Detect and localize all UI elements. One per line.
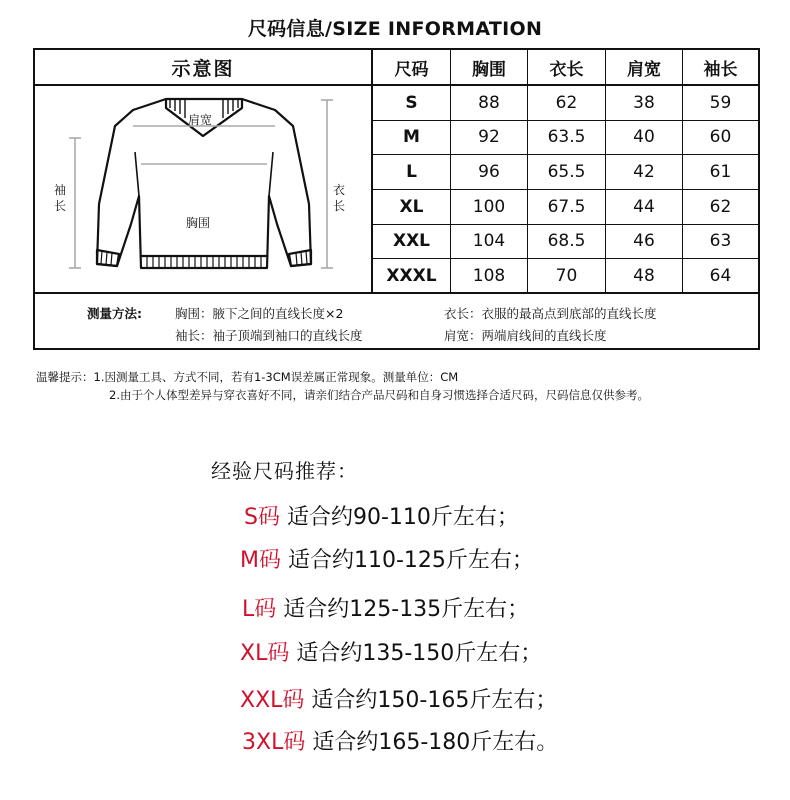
tips-line-2: 2.由于个人体型差异与穿衣喜好不同，请亲们结合产品尺码和自身习惯选择合适尺码，尺码信息仅供参考。 — [109, 388, 649, 402]
table-cell: 65.5 — [528, 155, 606, 190]
method-sleeve: 袖长：袖子顶端到袖口的直线长度 — [175, 328, 363, 343]
recommend-text: 适合约135-150斤左右； — [289, 641, 543, 666]
tips — [36, 368, 649, 404]
table-cell: 40 — [606, 121, 683, 156]
recommend-size: XXL码 — [240, 688, 305, 713]
recommend-size: XL码 — [240, 641, 290, 666]
method-length: 衣长：衣服的最高点到底部的直线长度 — [444, 306, 657, 321]
recommend-item — [240, 683, 557, 714]
chest-label: 胸围 — [186, 216, 211, 230]
table-cell: 88 — [451, 86, 528, 121]
recommend-size: L码 — [242, 597, 277, 622]
sweater-diagram — [35, 86, 373, 294]
recommend-size: S码 — [244, 505, 280, 530]
table-cell: 96 — [451, 155, 528, 190]
table-cell: 70 — [528, 259, 606, 294]
method-label: 测量方法: — [87, 306, 142, 321]
measurement-method — [35, 294, 758, 348]
recommend-size: 3XL码 — [242, 730, 306, 755]
header-length: 衣长 — [528, 50, 606, 86]
table-cell: 62 — [683, 190, 758, 225]
recommend-size: M码 — [240, 548, 281, 573]
recommend-item — [244, 500, 519, 531]
recommend-item — [242, 725, 558, 756]
table-cell: XXL — [373, 225, 451, 260]
table-cell: L — [373, 155, 451, 190]
table-cell: 60 — [683, 121, 758, 156]
recommend-text: 适合约150-165斤左右； — [304, 688, 558, 713]
recommend-text: 适合约165-180斤左右。 — [305, 730, 559, 755]
recommend-title: 经验尺码推荐： — [211, 459, 358, 483]
tips-line-1: 温馨提示：1.因测量工具、方式不同，若有1-3CM误差属正常现象。测量单位：CM — [36, 370, 459, 384]
table-cell: 100 — [451, 190, 528, 225]
length-label: 衣 长 — [332, 183, 345, 213]
page-title: 尺码信息/SIZE INFORMATION — [247, 18, 543, 40]
table-cell: 67.5 — [528, 190, 606, 225]
table-cell: 44 — [606, 190, 683, 225]
size-grid — [373, 50, 758, 294]
sleeve-label: 袖 长 — [53, 183, 66, 213]
table-cell: 68.5 — [528, 225, 606, 260]
recommend-item — [242, 592, 529, 623]
recommend-item — [240, 636, 542, 667]
recommend-item — [240, 543, 534, 574]
diagram-header: 示意图 — [35, 50, 373, 86]
header-size: 尺码 — [373, 50, 451, 86]
table-cell: 63.5 — [528, 121, 606, 156]
table-cell: 92 — [451, 121, 528, 156]
table-cell: XL — [373, 190, 451, 225]
table-cell: 63 — [683, 225, 758, 260]
shoulder-label: 肩宽 — [188, 113, 213, 127]
table-cell: 59 — [683, 86, 758, 121]
table-cell: 108 — [451, 259, 528, 294]
table-cell: 42 — [606, 155, 683, 190]
method-chest: 胸围：腋下之间的直线长度×2 — [175, 306, 344, 321]
table-cell: 62 — [528, 86, 606, 121]
recommend-text: 适合约90-110斤左右； — [279, 505, 519, 530]
table-cell: 38 — [606, 86, 683, 121]
table-cell: M — [373, 121, 451, 156]
header-chest: 胸围 — [451, 50, 528, 86]
header-shoulder: 肩宽 — [606, 50, 683, 86]
table-cell: 64 — [683, 259, 758, 294]
table-cell: 46 — [606, 225, 683, 260]
recommend-text: 适合约110-125斤左右； — [280, 548, 534, 573]
table-cell: XXXL — [373, 259, 451, 294]
table-cell: S — [373, 86, 451, 121]
table-cell: 104 — [451, 225, 528, 260]
header-sleeve: 袖长 — [683, 50, 758, 86]
method-shoulder: 肩宽：两端肩线间的直线长度 — [444, 328, 607, 343]
recommend-text: 适合约125-135斤左右； — [276, 597, 530, 622]
table-cell: 61 — [683, 155, 758, 190]
table-cell: 48 — [606, 259, 683, 294]
size-table-frame — [33, 48, 760, 350]
